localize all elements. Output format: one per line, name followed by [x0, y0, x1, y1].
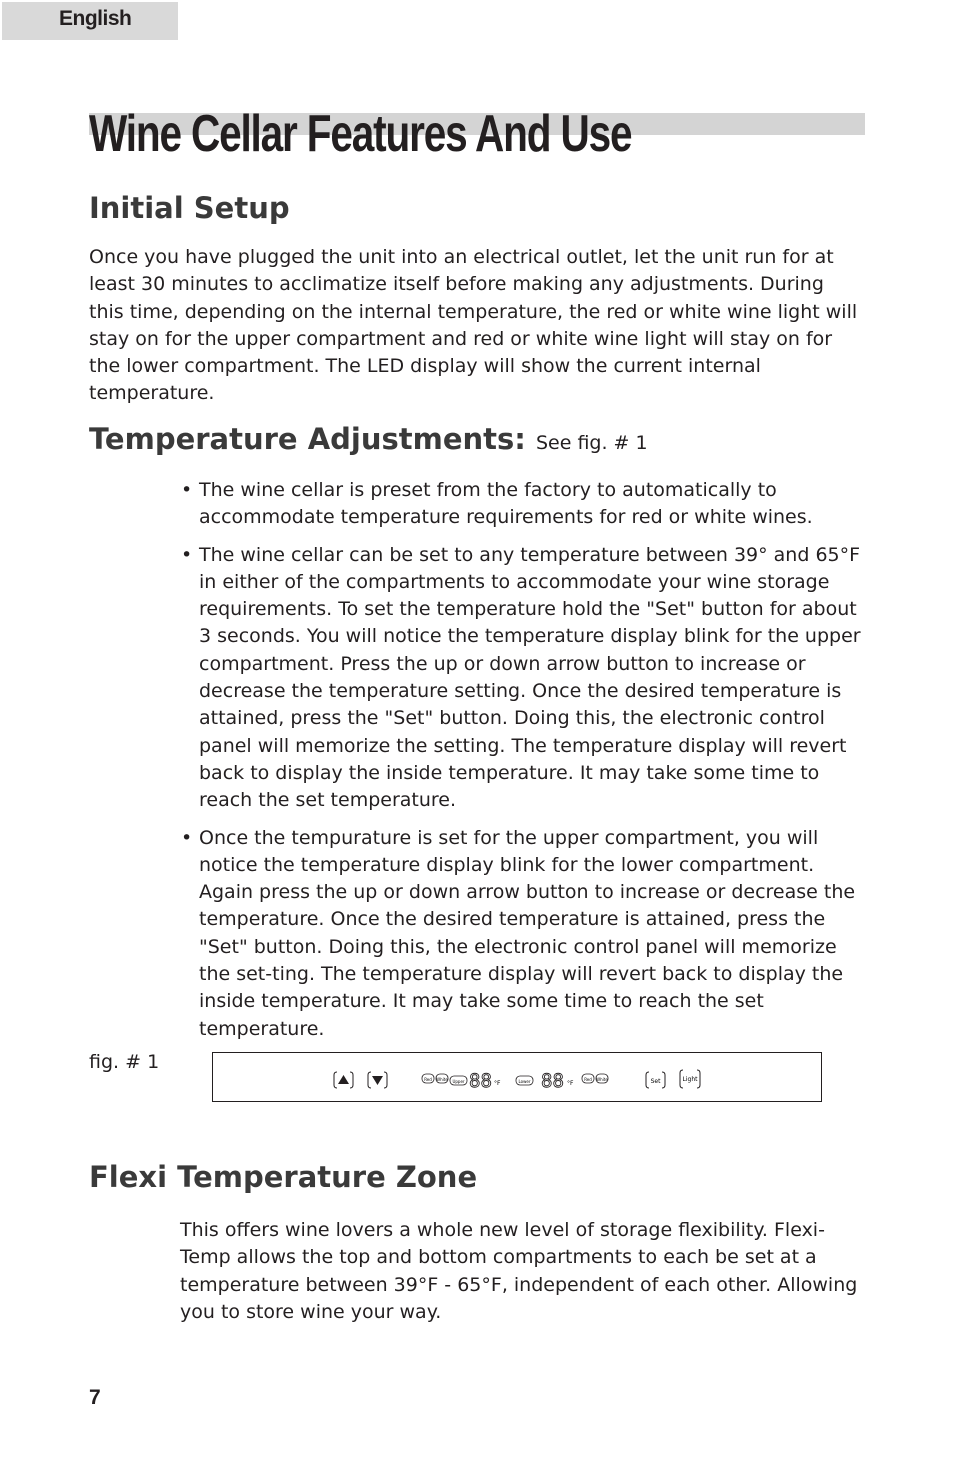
- page-title: Wine Cellar Features And Use: [89, 105, 632, 163]
- up-arrow-icon: [334, 1072, 353, 1088]
- language-tab: [2, 2, 178, 40]
- temperature-adjustments-heading: [89, 421, 648, 461]
- lower-unit-label: °F: [567, 1080, 574, 1087]
- list-item: • Once the tempurature is set for the upper compartment, you will notice the temperature display blink for the lower compartment. Again press the up or down arrow button to increase or decrease the temperature. Once the desired temperature is attained, press the "Set" button. Doing this, the electronic control panel will memorize the set-ting. The temperature display will revert back to display the inside temperature. It may take some time to reach the set temperature.: [181, 825, 871, 1043]
- figure-label: fig. # 1: [89, 1051, 160, 1073]
- page-number: 7: [89, 1386, 101, 1409]
- language-tab-label: English: [59, 7, 132, 30]
- flexi-zone-body: This offers wine lovers a whole new level of storage flexibility. Flexi-Temp allows the top and bottom compartments to each be set at a temperature between 39°F - 65°F, independent of each other. Allowing you to store wine your way.: [180, 1219, 858, 1323]
- light-button-label: Light: [682, 1076, 698, 1083]
- lower-red-label: Red: [584, 1077, 592, 1082]
- list-item: • The wine cellar can be set to any temperature between 39° and 65°F in either of the compartments to accommodate your wine storage requirements. To set the temperature hold the "Set" button for about 3 seconds. You will notice the temperature display blink for the upper compartment. Press the up or down arrow button to increase or decrease the temperature setting. Once the desired temperature is attained, press the "Set" button. Doing this, the electronic control panel will memorize the setting. The temperature display will revert back to display the inside temperature. It may take some time to reach the set temperature.: [181, 542, 871, 815]
- upper-temperature-display: 88: [469, 1070, 492, 1092]
- initial-setup-heading: Initial Setup: [89, 191, 290, 225]
- list-item: • The wine cellar is preset from the factory to automatically to accommodate temperature requirements for red or white wines.: [181, 477, 871, 532]
- lower-compartment-label: Lower: [518, 1079, 531, 1084]
- lower-temperature-display: 88: [541, 1070, 564, 1092]
- upper-red-label: Red: [424, 1077, 432, 1082]
- control-panel-figure: [212, 1052, 822, 1102]
- upper-white-label: White: [436, 1077, 448, 1082]
- initial-setup-body: Once you have plugged the unit into an electrical outlet, let the unit run for at least 30 minutes to acclimatize itself before making any adjustments. During this time, depending on the internal temperature, the red or white wine light will stay on for the upper compartment and red or white wine light will stay on for the lower compartment. The LED display will show the current internal temperature.: [89, 246, 858, 405]
- set-button-label: Set: [650, 1078, 661, 1085]
- flexi-zone-heading: Flexi Temperature Zone: [89, 1160, 478, 1194]
- down-arrow-icon: [368, 1072, 387, 1088]
- lower-white-label: White: [596, 1077, 608, 1082]
- temperature-adjustments-list: [181, 477, 871, 1053]
- upper-unit-label: °F: [494, 1080, 501, 1087]
- temperature-adjustments-title: Temperature Adjustments:: [89, 422, 526, 456]
- see-fig-reference: See fig. # 1: [535, 432, 648, 454]
- upper-compartment-label: Upper: [452, 1079, 465, 1084]
